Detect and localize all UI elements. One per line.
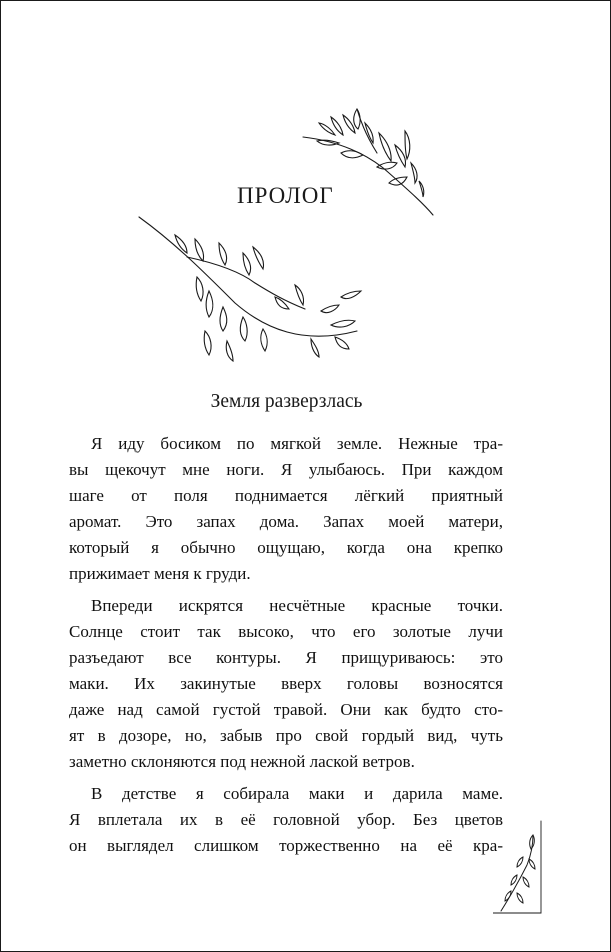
text-line: вы щекочут мне ноги. Я улыбаюсь. При каждом: [69, 460, 503, 479]
paragraph: [69, 431, 503, 587]
text-line: шаге от поля поднимается лёгкий приятный: [69, 486, 503, 505]
text-line: В детстве я собирала маки и дарила маме.: [91, 784, 503, 803]
text-line: он выглядел слишком торжественно на её кра-: [69, 836, 503, 855]
text-line: ят в дозоре, но, забыв про свой гордый вид, чуть: [69, 726, 503, 745]
text-line: аромат. Это запах дома. Запах моей матери,: [69, 512, 503, 531]
text-line: разъедают все контуры. Я прищуриваюсь: это: [69, 648, 503, 667]
paragraph: [69, 781, 503, 859]
body-text: [69, 431, 503, 865]
text-line: заметно склоняются под нежной лаской ветров.: [69, 752, 415, 771]
text-line: даже над самой густой травой. Они как будто сто-: [69, 700, 503, 719]
chapter-subtitle: Земля разверзлась: [210, 391, 363, 412]
text-line: маки. Их закинутые вверх головы возносятся: [69, 674, 503, 693]
text-line: Солнце стоит так высоко, что его золотые лучи: [69, 622, 503, 641]
leafy-sprig-icon: [493, 819, 545, 915]
text-line: который я обычно ощущаю, когда она крепко: [69, 538, 503, 557]
text-line: прижимает меня к груди.: [69, 564, 251, 583]
text-line: Впереди искрятся несчётные красные точки.: [91, 596, 503, 615]
text-line: Я вплетала их в её головной убор. Без цветов: [69, 810, 503, 829]
chapter-title: ПРОЛОГ: [237, 183, 334, 208]
leafy-branch-icon: [135, 213, 371, 369]
paragraph: [69, 593, 503, 775]
text-line: Я иду босиком по мягкой земле. Нежные тра-: [91, 434, 503, 453]
